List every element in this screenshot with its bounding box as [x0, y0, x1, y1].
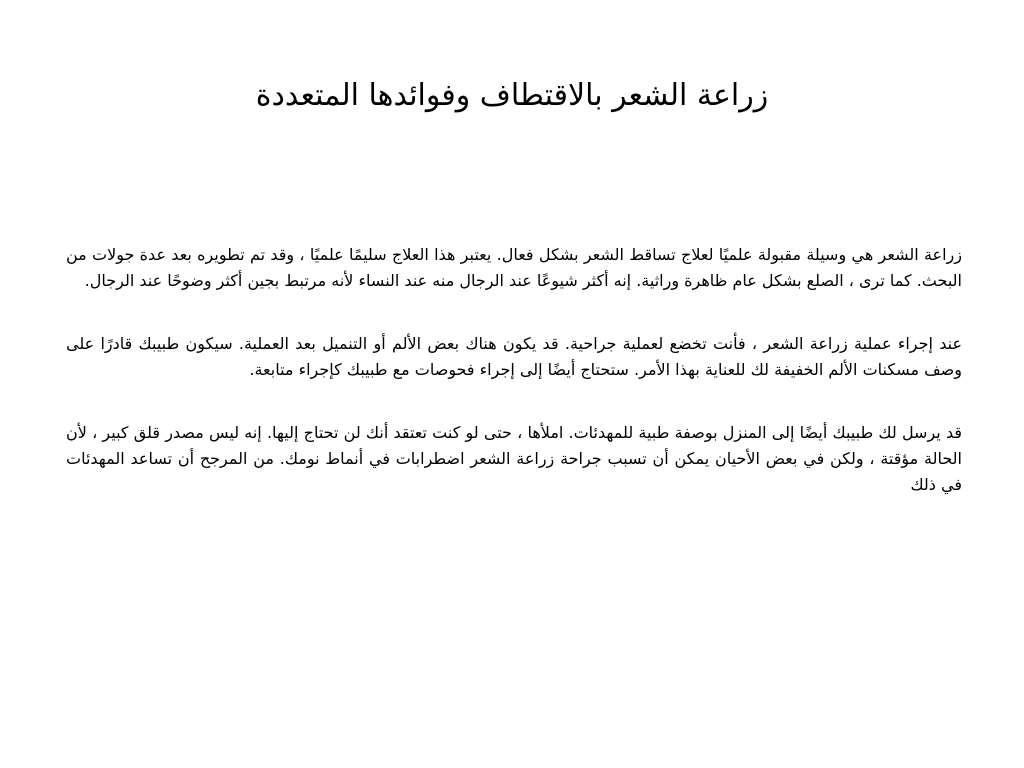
paragraph-1: زراعة الشعر هي وسيلة مقبولة علميًا لعلاج تساقط الشعر بشكل فعال. يعتبر هذا العلاج سليمًا علميًا ، وقد تم تطويره بعد عدة جولات من البحث. كما ترى ، الصلع بشكل عام ظاهرة وراثية. إنه أكثر شيوعًا عند الرجال منه عند النساء لأنه مرتبط بجين أكثر وضوحًا عند الرجال. [66, 245, 962, 290]
paragraph-3: قد يرسل لك طبيبك أيضًا إلى المنزل بوصفة طبية للمهدئات. املأها ، حتى لو كنت تعتقد أنك لن تحتاج إليها. إنه ليس مصدر قلق كبير ، لأن الحالة مؤقتة ، ولكن في بعض الأحيان يمكن أن تسبب جراحة زراعة الشعر اضطرابات في أنماط نومك. من المرجح أن تساعد المهدئات في ذلك [66, 423, 962, 494]
slide-body [66, 242, 962, 535]
slide-title: زراعة الشعر بالاقتطاف وفوائدها المتعددة [255, 78, 769, 113]
paragraph-2: عند إجراء عملية زراعة الشعر ، فأنت تخضع لعملية جراحية. قد يكون هناك بعض الألم أو التنميل بعد العملية. سيكون طبيبك قادرًا على وصف مسكنات الألم الخفيفة لك للعناية بهذا الأمر. ستحتاج أيضًا إلى إجراء فحوصات مع طبيبك كإجراء متابعة. [66, 334, 962, 379]
